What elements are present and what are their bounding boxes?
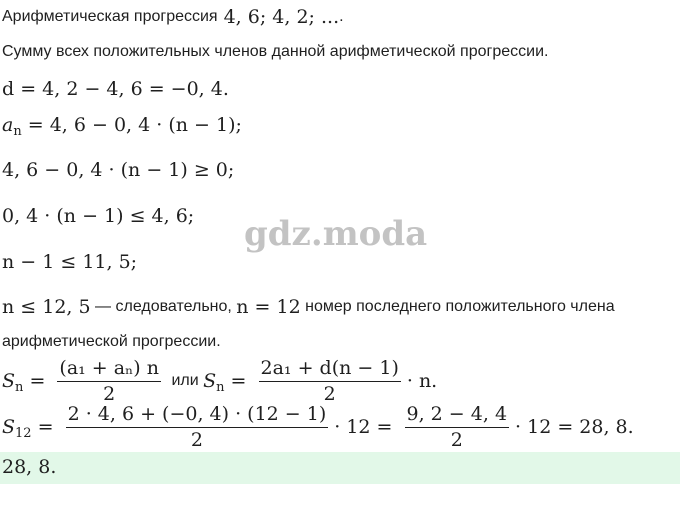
sum-formula-line [2,357,437,405]
problem-suffix: . [339,8,344,25]
s12-fraction-1 [66,403,329,451]
sum2-eq: = [224,370,253,392]
s12-fraction-2-den: 2 [450,429,463,451]
problem-statement [2,6,344,28]
sum-or-text: или [167,372,204,389]
s12-fraction-1-den: 2 [190,429,203,451]
problem-prefix: Арифметическая прогрессия [2,8,218,25]
sum-tail: · n. [406,370,438,392]
an-var: a [2,114,14,136]
watermark-logo: gdz.moda [244,214,428,254]
sum-lhs [2,370,52,395]
s12-fraction-1-num: 2 · 4, 6 + (−0, 4) · (12 − 1) [66,403,329,428]
problem-sequence: 4, 6; 4, 2; ... [223,6,340,28]
inequality-2 [2,205,194,227]
sum-fraction-1-den: 2 [103,383,116,405]
sum-fraction-2 [259,357,401,405]
conclusion-math-1: n ≤ 12, 5 [2,296,91,318]
s12-sub: 12 [15,426,32,441]
an-rhs: = 4, 6 − 0, 4 · (n − 1); [21,114,242,136]
s12-lhs [2,416,60,441]
s12-line [2,403,634,451]
sum-fraction-1 [57,357,161,405]
conclusion-line-2 [2,333,221,351]
sum-fraction-1-num: (a₁ + aₙ) n [57,357,161,382]
answer-line [2,456,56,478]
s12-var: S [2,416,16,438]
conclusion-text-2: номер последнего положительного члена [300,298,615,315]
sum-fraction-2-den: 2 [323,383,336,405]
an-formula [2,114,242,139]
conclusion-math-2: n = 12 [236,296,301,318]
conclusion-text-1: — следовательно, [90,298,237,315]
s12-tail: · 12 = 28, 8. [515,416,634,438]
inequality-1-text: 4, 6 − 0, 4 · (n − 1) ≥ 0; [2,159,235,181]
solution-d-line [2,78,229,100]
sum-lhs-2 [203,370,253,395]
sum-var: S [2,370,16,392]
inequality-3 [2,251,137,273]
s12-mid: · 12 = [334,416,399,438]
conclusion-text-3: арифметической прогрессии. [2,333,221,350]
d-formula: d = 4, 2 − 4, 6 = −0, 4. [2,78,229,100]
s12-fraction-2-num: 9, 2 − 4, 4 [405,403,510,428]
question-text [2,43,548,61]
inequality-2-text: 0, 4 · (n − 1) ≤ 4, 6; [2,205,195,227]
question-label: Сумму всех положительных членов данной арифметической прогрессии. [2,43,549,60]
sum-eq: = [23,370,52,392]
inequality-3-text: n − 1 ≤ 11, 5; [2,251,138,273]
conclusion-line [2,296,615,318]
sum-fraction-2-num: 2a₁ + d(n − 1) [259,357,401,382]
an-sub: n [13,124,22,139]
sum-sub: n [15,380,24,395]
sum2-sub: n [216,380,225,395]
sum2-var: S [203,370,217,392]
answer-box [0,452,680,484]
s12-eq: = [31,416,60,438]
s12-fraction-2 [405,403,510,451]
answer-value: 28, 8. [2,456,57,478]
inequality-1 [2,159,234,181]
solution-an-line [2,114,242,139]
